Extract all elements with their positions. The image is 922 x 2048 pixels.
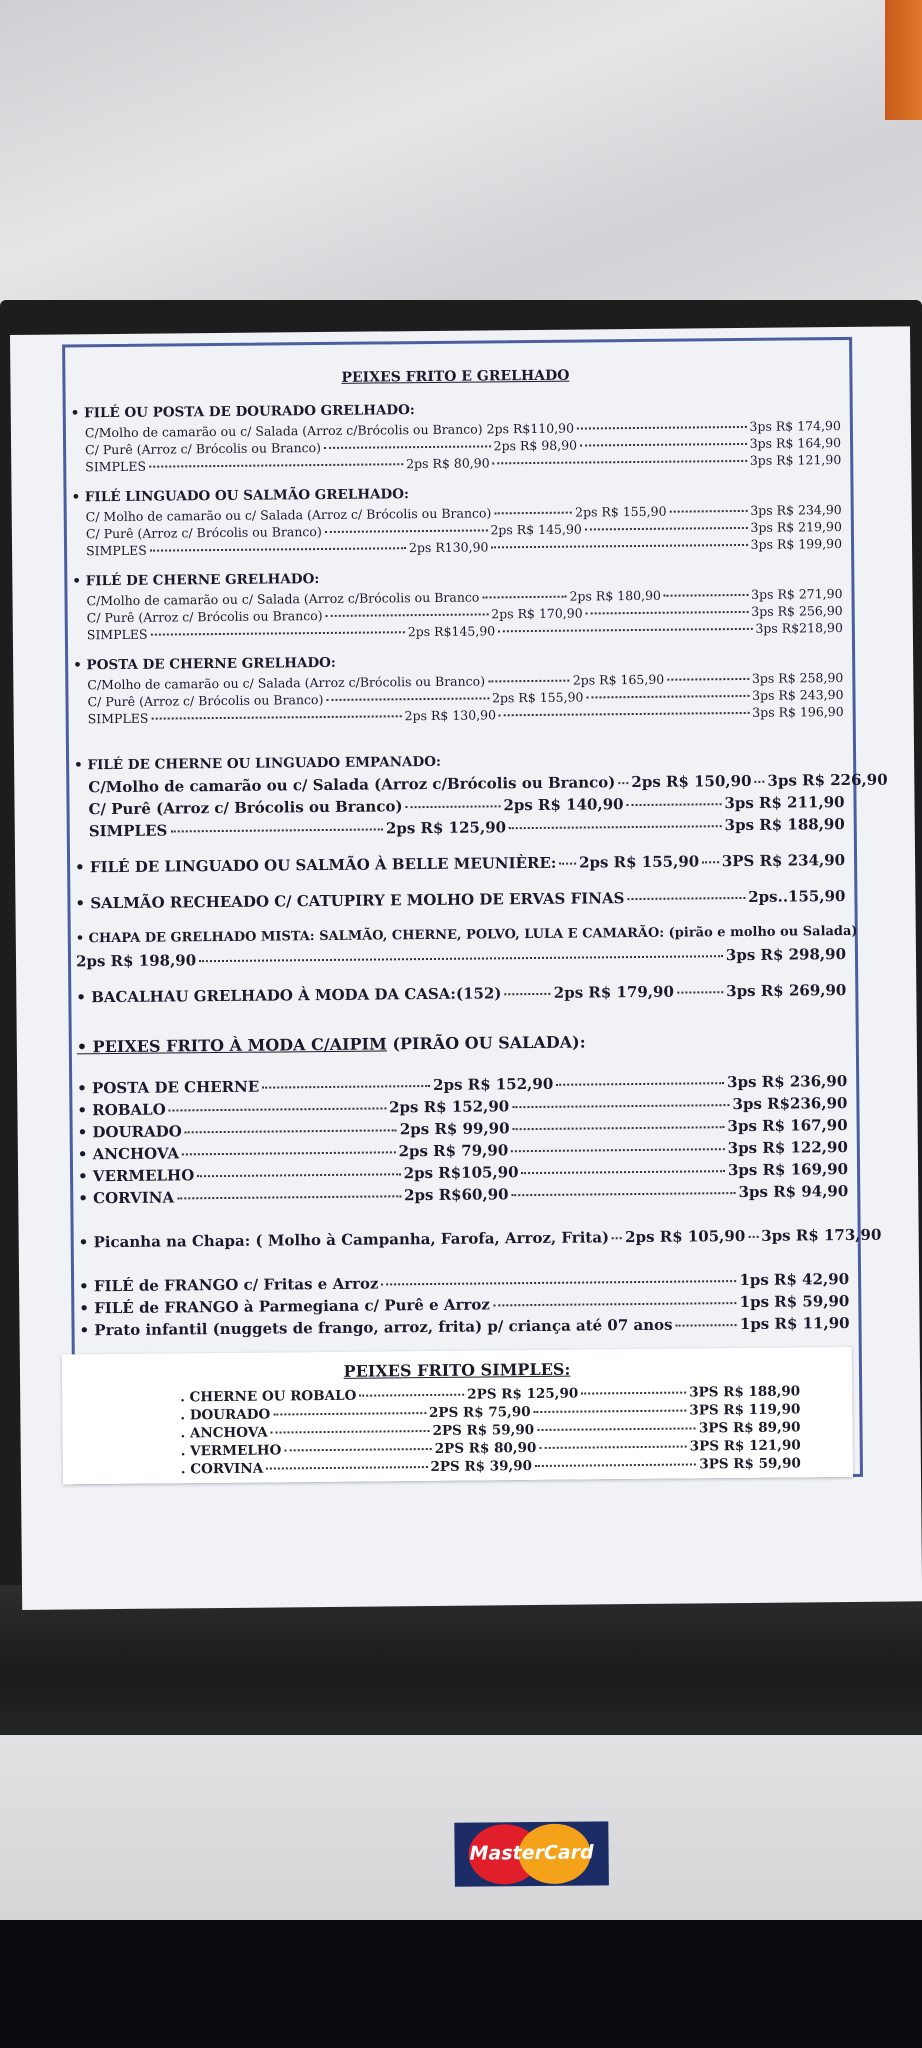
menu-row: C/Molho de camarão ou c/ Salada (Arroz c/Brócolis ou Branco) 2ps R$ 165,90 3ps R$ 258,90 <box>87 670 844 693</box>
chicken-row: • FILÉ de FRANGO c/ Fritas e Arroz 1ps R$ 42,90 <box>79 1269 850 1296</box>
simple-fried-fish-row: . VERMELHO 2PS R$ 80,90 3PS R$ 121,90 <box>180 1437 801 1460</box>
insert-title: PEIXES FRITO SIMPLES: <box>343 1359 571 1381</box>
menu-section <box>72 566 843 643</box>
section-heading: • FILÉ DE CHERNE OU LINGUADO EMPANADO: <box>74 753 441 774</box>
tablecloth <box>0 0 922 330</box>
menu-row: C/ Purê (Arroz c/ Brócolis ou Branco) 2ps R$ 170,90 3ps R$ 256,90 <box>86 603 843 626</box>
menu-row: C/ Purê (Arroz c/ Brócolis ou Branco) 2ps R$ 98,90 3ps R$ 164,90 <box>85 435 842 458</box>
simple-fried-fish-row: . CHERNE OU ROBALO 2PS R$ 125,90 3PS R$ 188,90 <box>180 1383 801 1406</box>
section-heading: • POSTA DE CHERNE GRELHADO: <box>73 654 336 674</box>
picanha-item: • Picanha na Chapa: ( Molho à Campanha, Farofa, Arroz, Frita) 2ps R$ 105,90 3ps R$ 173,90 <box>78 1225 882 1252</box>
fried-fish-row: • DOURADO 2ps R$ 99,90 3ps R$ 167,90 <box>77 1115 848 1142</box>
fried-fish-row: • CORVINA 2ps R$60,90 3ps R$ 94,90 <box>78 1181 849 1208</box>
chicken-row: • Prato infantil (nuggets de frango, arroz, frita) p/ criança até 07 anos 1ps R$ 11,90 <box>79 1313 850 1340</box>
menu-row: C/ Purê (Arroz c/ Brócolis ou Branco) 2ps R$ 155,90 3ps R$ 243,90 <box>87 687 844 710</box>
fried-fish-row: • POSTA DE CHERNE 2ps R$ 152,90 3ps R$ 236,90 <box>77 1071 848 1098</box>
peixes-frito-simples-insert <box>62 1347 853 1485</box>
tablecloth-lower <box>0 1720 922 1920</box>
menu-row: SIMPLES 2ps R$ 125,90 3ps R$ 188,90 <box>88 815 845 841</box>
single-menu-item: • CHAPA DE GRELHADO MISTA: SALMÃO, CHERNE, POLVO, LULA E CAMARÃO: (pirão e molho ou Salada) <box>75 923 858 947</box>
menu-section <box>74 750 888 842</box>
menu-section <box>73 650 844 727</box>
section-heading: • FILÉ LINGUADO OU SALMÃO GRELHADO: <box>71 486 410 506</box>
chicken-row: • FILÉ de FRANGO à Parmegiana c/ Purê e Arroz 1ps R$ 59,90 <box>79 1291 850 1318</box>
single-menu-item: • SALMÃO RECHEADO C/ CATUPIRY E MOLHO DE ERVAS FINAS 2ps..155,90 <box>75 887 846 913</box>
fried-fish-row: • VERMELHO 2ps R$105,90 3ps R$ 169,90 <box>77 1159 849 1186</box>
dark-floor <box>0 1920 922 2048</box>
single-menu-item: 2ps R$ 198,90 3ps R$ 298,90 <box>75 945 847 971</box>
menu-row: SIMPLES 2ps R$ 80,90 3ps R$ 121,90 <box>85 452 842 475</box>
menu-row: SIMPLES 2ps R$145,90 3ps R$218,90 <box>86 620 843 643</box>
simple-fried-fish-row: . CORVINA 2PS R$ 39,90 3PS R$ 59,90 <box>180 1455 801 1478</box>
fried-fish-row: • ROBALO 2ps R$ 152,90 3ps R$236,90 <box>77 1093 848 1120</box>
orange-object <box>885 0 922 120</box>
menu-row: C/Molho de camarão ou c/ Salada (Arroz c/Brócolis ou Branco) 2ps R$110,90 3ps R$ 174,90 <box>84 418 841 441</box>
menu-row: C/ Purê (Arroz c/ Brócolis ou Branco) 2ps R$ 140,90 3ps R$ 211,90 <box>88 793 845 819</box>
menu-section <box>71 398 842 475</box>
single-menu-item: • FILÉ DE LINGUADO OU SALMÃO À BELLE MEUNIÈRE: 2ps R$ 155,90 3PS R$ 234,90 <box>75 851 846 877</box>
menu-title: PEIXES FRITO E GRELHADO <box>341 367 570 386</box>
section-heading: • FILÉ DE CHERNE GRELHADO: <box>72 571 320 590</box>
aipim-heading: • PEIXES FRITO À MODA C/AIPIM (PIRÃO OU SALADA): <box>76 1032 586 1057</box>
fried-fish-row: • ANCHOVA 2ps R$ 79,90 3ps R$ 122,90 <box>77 1137 848 1164</box>
menu-row: SIMPLES 2ps R130,90 3ps R$ 199,90 <box>86 536 843 559</box>
mastercard-logo: MasterCard <box>454 1821 609 1886</box>
section-heading: • FILÉ OU POSTA DE DOURADO GRELHADO: <box>70 402 415 422</box>
menu-row: C/Molho de camarão ou c/ Salada (Arroz c/Brócolis ou Branco 2ps R$ 180,90 3ps R$ 271,90 <box>86 586 843 609</box>
single-menu-item: • BACALHAU GRELHADO À MODA DA CASA:(152) 2ps R$ 179,90 3ps R$ 269,90 <box>76 981 847 1007</box>
menu-row: SIMPLES 2ps R$ 130,90 3ps R$ 196,90 <box>87 704 844 727</box>
menu-content <box>70 345 888 1341</box>
simple-fried-fish-row: . DOURADO 2PS R$ 75,90 3PS R$ 119,90 <box>180 1401 801 1424</box>
menu-section <box>71 482 842 559</box>
menu-row: C/ Purê (Arroz c/ Brócolis ou Branco) 2ps R$ 145,90 3ps R$ 219,90 <box>85 519 842 542</box>
simple-fried-fish-row: . ANCHOVA 2PS R$ 59,90 3PS R$ 89,90 <box>180 1419 801 1442</box>
menu-page <box>10 326 922 1865</box>
menu-row: C/Molho de camarão ou c/ Salada (Arroz c/Brócolis ou Branco) 2ps R$ 150,90 3ps R$ 226,90 <box>88 770 888 797</box>
menu-row: C/ Molho de camarão ou c/ Salada (Arroz c/ Brócolis ou Branco) 2ps R$ 155,90 3ps R$ 234,90 <box>85 502 842 525</box>
